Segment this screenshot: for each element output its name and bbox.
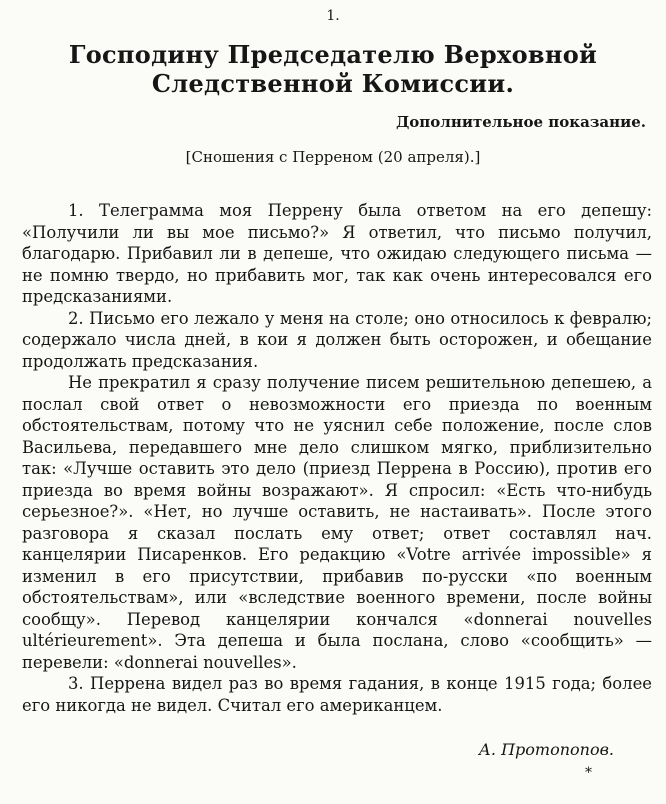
document-title [0, 40, 666, 98]
title-line-2: Следственной Комиссии. [151, 69, 515, 98]
signature: А. Протопопов. [478, 740, 614, 759]
paragraph-3: Не прекратил я сразу получение писем решительною депешею, а послал свой ответ о невозможности его приезда по военным обстоятельствам, потому что не уяснил себе положение, после слов Васильева, передавшего мне дело слишком мягко, приблизительно так: «Лучше оставить это дело (приезд Перрена в Россию), против его приезда во время войны возражают». Я спросил: «Есть что-нибудь серьезное?». «Нет, но лучше оставить, не настаивать». После этого разговора я сказал послать ему ответ; ответ составлял нач. канцелярии Писаренков. Его редакцию «Votre arrivée impossible» я изменил в его присутствии, прибавив по-русски «по военным обстоятельствам», или «вследствие военного времени, после войны сообщу». Перевод канцелярии кончался «donnerai nouvelles ultérieurement». Эта депеша и была послана, слово «сообщить» — перевели: «donnerai nouvelles». [22, 373, 652, 672]
paragraph-1: 1. Телеграмма моя Перрену была ответом на его депешу: «Получили ли вы мое письмо?» Я ответил, что письмо получил, благодарю. Прибавил ли в депеше, что ожидаю следующего письма — не помню твердо, но прибавить мог, так как очень интересовался его предсказаниями. [22, 201, 652, 306]
paragraph-2: 2. Письмо его лежало у меня на столе; оно относилось к февралю; содержало числа дней, в кои я должен быть осторожен, и обещание продолжать предсказания. [22, 308, 652, 371]
body-text [22, 200, 652, 716]
page-number: 1. [326, 8, 340, 24]
footnote-mark: * [585, 765, 592, 781]
paragraph-4: 3. Перрена видел раз во время гадания, в конце 1915 года; более его никогда не видел. Считал его американцем. [22, 674, 652, 715]
section-note: [Сношения с Перреном (20 апреля).] [185, 148, 481, 166]
document-subtitle: Дополнительное показание. [395, 113, 646, 131]
title-line-1: Господину Председателю Верховной [68, 40, 598, 69]
